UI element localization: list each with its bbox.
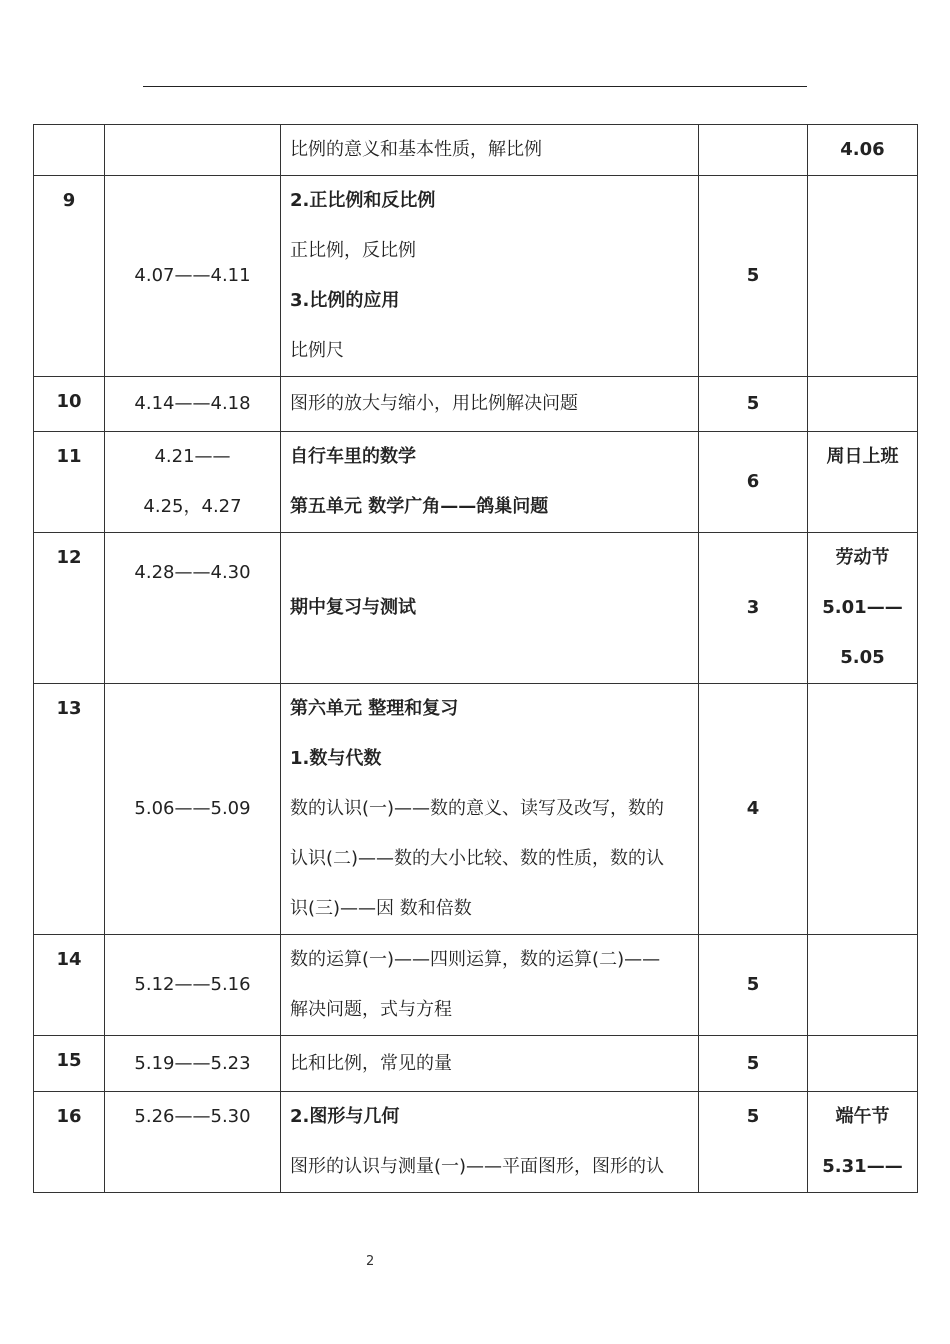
content-cell — [281, 1092, 699, 1193]
content-line: 2.正比例和反比例 — [290, 190, 436, 211]
table-row — [34, 533, 918, 684]
content-line: 图形的放大与缩小，用比例解决问题 — [290, 393, 578, 414]
hours-cell — [699, 1036, 808, 1092]
content-cell — [281, 1036, 699, 1092]
table-row — [34, 935, 918, 1036]
date-range: 5.26——5.30 — [134, 1106, 251, 1127]
header-rule — [143, 86, 807, 87]
table-row — [34, 1092, 918, 1193]
hours-value: 4 — [746, 798, 760, 819]
note-cell — [808, 432, 918, 533]
content-line: 1.数与代数 — [290, 748, 382, 769]
week-number: 9 — [62, 190, 76, 211]
week-number: 12 — [56, 547, 82, 568]
note-cell — [808, 125, 918, 176]
date-range: 4.07——4.11 — [134, 265, 251, 286]
date-range: 4.28——4.30 — [134, 562, 251, 583]
content-cell — [281, 125, 699, 176]
content-line: 数的认识(一)——数的意义、读写及改写，数的 — [290, 798, 665, 819]
week-cell — [34, 432, 105, 533]
hours-cell — [699, 377, 808, 432]
note-cell — [808, 1092, 918, 1193]
note-line: 端午节 — [835, 1106, 890, 1127]
content-cell — [281, 684, 699, 935]
week-number: 10 — [56, 391, 82, 412]
date-cell — [105, 1036, 281, 1092]
content-cell — [281, 533, 699, 684]
content-line: 数的运算(一)——四则运算，数的运算(二)—— — [290, 949, 661, 970]
table-row — [34, 176, 918, 377]
note-cell — [808, 377, 918, 432]
week-cell — [34, 935, 105, 1036]
hours-cell — [699, 1092, 808, 1193]
date-range: 5.19——5.23 — [134, 1052, 251, 1074]
content-line: 认识(二)——数的大小比较、数的性质，数的认 — [290, 848, 665, 869]
note-cell — [808, 533, 918, 684]
note-line: 5.31—— — [822, 1156, 903, 1177]
hours-cell — [699, 432, 808, 533]
hours-cell — [699, 935, 808, 1036]
week-number: 13 — [56, 698, 82, 719]
page-number: 2 — [366, 1254, 375, 1269]
content-line: 第五单元 数学广角——鸽巢问题 — [290, 496, 549, 517]
hours-cell — [699, 125, 808, 176]
content-line: 正比例，反比例 — [290, 240, 416, 261]
note-line: 周日上班 — [826, 446, 899, 467]
date-range: 5.12——5.16 — [134, 974, 251, 995]
hours-value: 6 — [746, 471, 760, 492]
hours-cell — [699, 533, 808, 684]
note-line: 4.06 — [840, 139, 885, 160]
table-row — [34, 125, 918, 176]
hours-value: 5 — [746, 1052, 760, 1074]
content-line: 识(三)——因 数和倍数 — [290, 898, 472, 919]
content-line: 图形的认识与测量(一)——平面图形，图形的认 — [290, 1156, 665, 1177]
hours-value: 5 — [746, 974, 760, 995]
date-range: 4.14——4.18 — [134, 393, 251, 414]
note-line: 劳动节 — [835, 547, 890, 568]
content-line: 3.比例的应用 — [290, 290, 400, 311]
hours-value: 3 — [746, 597, 760, 618]
content-line: 自行车里的数学 — [290, 446, 416, 467]
week-cell — [34, 533, 105, 684]
note-line: 5.05 — [840, 647, 885, 668]
content-cell — [281, 176, 699, 377]
week-number: 14 — [56, 949, 82, 970]
week-cell — [34, 176, 105, 377]
date-cell — [105, 377, 281, 432]
hours-value: 5 — [746, 1106, 760, 1127]
hours-value: 5 — [746, 393, 760, 414]
week-cell — [34, 1092, 105, 1193]
date-cell — [105, 935, 281, 1036]
note-cell — [808, 684, 918, 935]
date-cell — [105, 533, 281, 684]
week-cell — [34, 684, 105, 935]
date-range: 4.21—— — [154, 446, 231, 467]
hours-cell — [699, 684, 808, 935]
content-line: 比和比例，常见的量 — [290, 1052, 452, 1074]
content-cell — [281, 935, 699, 1036]
table-row — [34, 432, 918, 533]
note-cell — [808, 176, 918, 377]
week-cell — [34, 125, 105, 176]
hours-cell — [699, 176, 808, 377]
week-cell — [34, 377, 105, 432]
date-cell — [105, 1092, 281, 1193]
content-line: 第六单元 整理和复习 — [290, 698, 459, 719]
content-cell — [281, 377, 699, 432]
date-range: 5.06——5.09 — [134, 798, 251, 819]
hours-value: 5 — [746, 265, 760, 286]
content-line: 解决问题，式与方程 — [290, 999, 452, 1020]
teaching-schedule-table — [33, 124, 918, 1193]
note-cell — [808, 935, 918, 1036]
date-cell — [105, 176, 281, 377]
date-range: 4.25，4.27 — [143, 496, 242, 517]
content-line: 2.图形与几何 — [290, 1106, 400, 1127]
week-number: 16 — [56, 1106, 82, 1127]
table-row — [34, 377, 918, 432]
date-cell — [105, 432, 281, 533]
table-row — [34, 684, 918, 935]
week-number: 11 — [56, 446, 82, 467]
note-line: 5.01—— — [822, 597, 903, 618]
date-cell — [105, 125, 281, 176]
table-row — [34, 1036, 918, 1092]
content-line: 比例的意义和基本性质，解比例 — [290, 139, 542, 160]
note-cell — [808, 1036, 918, 1092]
date-cell — [105, 684, 281, 935]
content-cell — [281, 432, 699, 533]
week-cell — [34, 1036, 105, 1092]
content-line: 比例尺 — [290, 340, 344, 361]
content-line: 期中复习与测试 — [290, 597, 416, 618]
week-number: 15 — [56, 1050, 82, 1071]
